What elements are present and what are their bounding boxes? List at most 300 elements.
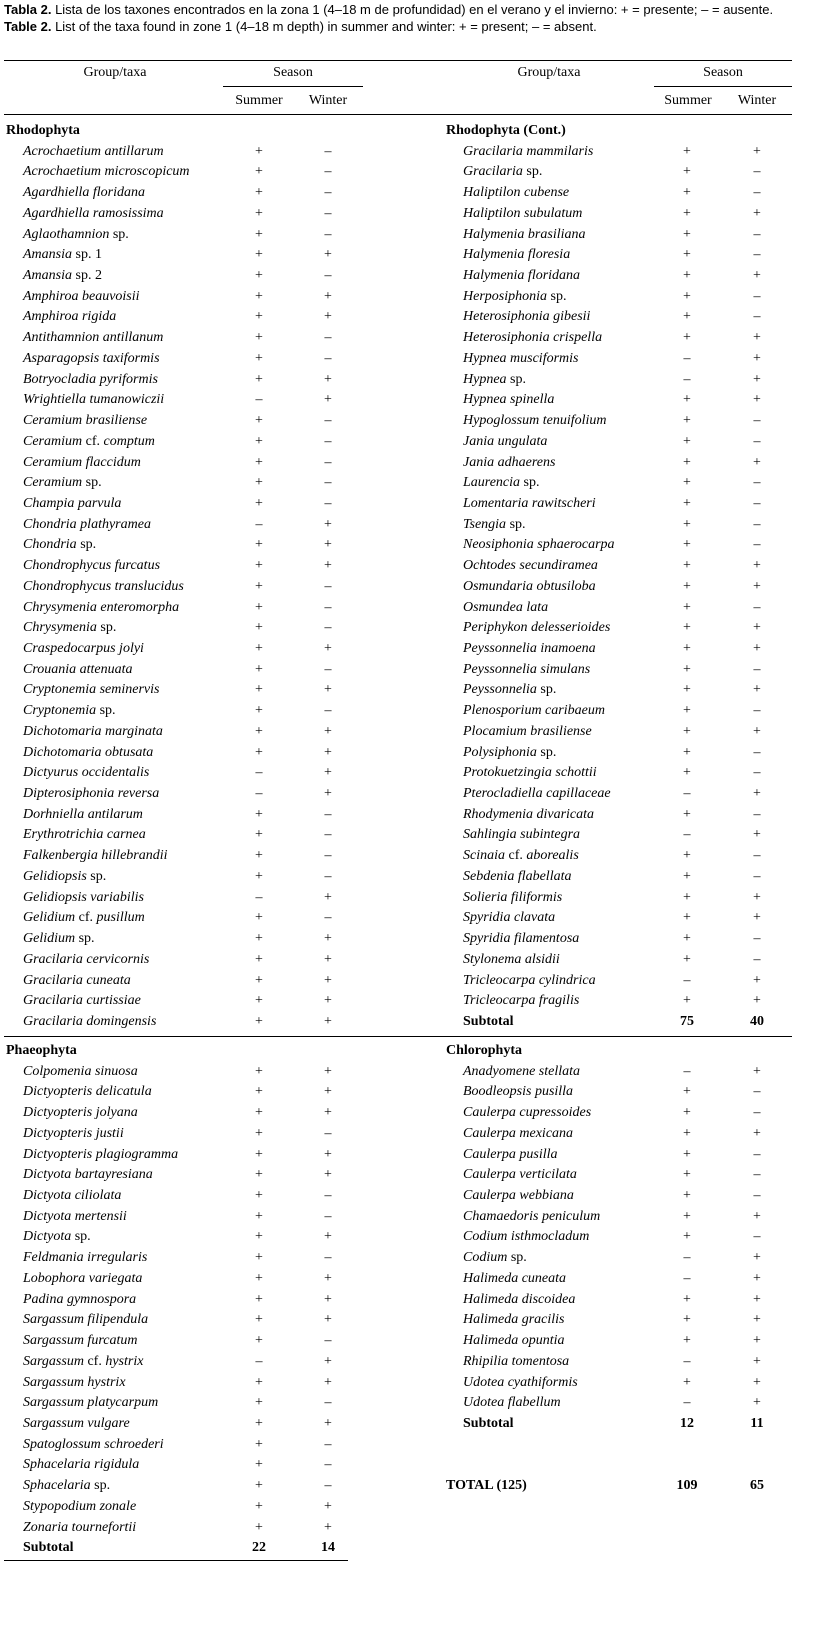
summer-value: +	[255, 288, 263, 304]
taxon-suffix: sp.	[82, 475, 102, 491]
table-row	[0, 1372, 833, 1393]
total-winter-value: 65	[750, 1478, 764, 1493]
taxon-name-text: Cryptonemia seminervis	[23, 682, 160, 698]
taxon-name	[463, 970, 596, 991]
summer-value: +	[255, 682, 263, 698]
table-row	[0, 659, 833, 680]
winter-value: –	[753, 164, 761, 180]
summer-value: +	[683, 620, 691, 636]
winter-value: –	[324, 1208, 332, 1224]
taxon-name	[463, 721, 592, 742]
winter-value: +	[753, 972, 761, 988]
summer-value: +	[683, 164, 691, 180]
summer-value: +	[683, 433, 691, 449]
table-row	[0, 928, 833, 949]
winter-value: +	[324, 1167, 332, 1183]
summer-value: +	[255, 1208, 263, 1224]
winter-value: –	[753, 185, 761, 201]
table-row	[0, 161, 833, 182]
taxon-name	[463, 1185, 574, 1206]
taxon-name-text: Tricleocarpa cylindrica	[463, 972, 596, 988]
taxon-name-text: Stylonema alsidii	[463, 951, 560, 967]
summer-value: +	[255, 330, 263, 346]
taxon-name-text: Scinaia	[463, 848, 505, 864]
caption-english-text: List of the taxa found in zone 1 (4–18 m depth) in summer and winter: + = present; – = absent.	[51, 19, 597, 34]
table-row	[0, 824, 833, 845]
winter-value: +	[324, 392, 332, 408]
table-row	[0, 1164, 833, 1185]
taxon-name-text: Osmundea lata	[463, 599, 549, 615]
summer-value: +	[255, 806, 263, 822]
summer-value: +	[255, 827, 263, 843]
summer-value: +	[683, 1312, 691, 1328]
summer-value: +	[255, 433, 263, 449]
table-row	[0, 949, 833, 970]
winter-value: –	[753, 1229, 761, 1245]
winter-value: +	[324, 682, 332, 698]
taxon-name-text: Dictyota bartayresiana	[23, 1167, 153, 1183]
table-row	[0, 244, 833, 265]
taxon-name	[463, 804, 594, 825]
winter-value: –	[324, 620, 332, 636]
summer-value: +	[683, 1167, 691, 1183]
summer-value: +	[683, 682, 691, 698]
taxon-name	[463, 1206, 600, 1227]
table-row	[0, 1517, 833, 1538]
subtotal-label	[23, 1537, 74, 1558]
summer-value: +	[683, 268, 691, 284]
taxon-name-text: Botryocladia pyriformis	[23, 371, 158, 387]
group-heading	[0, 120, 833, 141]
taxon-name	[463, 1164, 577, 1185]
table-row	[0, 1434, 833, 1455]
winter-value: +	[753, 1333, 761, 1349]
taxon-qualifier: cf.	[75, 910, 97, 926]
winter-value: –	[753, 475, 761, 491]
taxon-suffix: sp.	[96, 620, 117, 636]
taxon-name-text: Dichotomaria marginata	[23, 723, 163, 739]
summer-value: +	[255, 475, 263, 491]
taxon-name-text: Crouania attenuata	[23, 661, 133, 677]
winter-value: –	[753, 495, 761, 511]
taxon-name-text: Sargassum hystrix	[23, 1374, 126, 1390]
taxon-suffix: sp.	[536, 744, 557, 760]
summer-value: –	[255, 786, 263, 802]
taxon-suffix: sp.	[71, 1229, 91, 1245]
subtotal-row	[0, 1413, 833, 1434]
summer-value: –	[255, 516, 263, 532]
table-row	[0, 970, 833, 991]
summer-value: +	[683, 703, 691, 719]
summer-value: +	[255, 1478, 263, 1494]
taxon-name-text: Halimeda gracilis	[463, 1312, 565, 1328]
taxon-qualifier: cf.	[505, 848, 527, 864]
taxon-name-text: Laurencia	[463, 475, 521, 491]
taxon-name-text: Phaeophyta	[6, 1043, 77, 1058]
winter-value: +	[753, 641, 761, 656]
summer-value: +	[683, 330, 691, 346]
summer-value: +	[255, 350, 263, 366]
taxon-name-text: Halymenia floridana	[463, 268, 581, 284]
summer-value: +	[255, 205, 263, 221]
taxon-name	[463, 224, 586, 245]
winter-value: –	[753, 288, 761, 304]
taxon-name-text: Gracilaria cuneata	[23, 972, 131, 988]
summer-value: +	[255, 1167, 263, 1183]
taxon-name-text: Ceramium	[23, 475, 83, 491]
winter-value: –	[324, 1333, 332, 1349]
summer-value: +	[255, 1436, 263, 1452]
taxon-name-text: Colpomenia sinuosa	[23, 1063, 138, 1079]
summer-value: +	[683, 413, 691, 429]
summer-value: +	[255, 1250, 263, 1266]
winter-value: –	[324, 1478, 332, 1494]
summer-value: +	[683, 309, 691, 325]
taxon-suffix: sp.	[507, 1250, 527, 1266]
taxon-name-text: Dipterosiphonia reversa	[23, 786, 160, 802]
taxon-name-text: Protokuetzingia schottii	[463, 765, 597, 781]
winter-value: +	[753, 1291, 761, 1307]
winter-value: +	[324, 309, 332, 325]
summer-value: +	[683, 599, 691, 615]
taxon-name-text: Solieria filiformis	[463, 889, 563, 905]
taxon-name-text: Caulerpa webbiana	[463, 1188, 574, 1204]
taxon-name	[463, 1268, 566, 1289]
summer-value: +	[683, 495, 691, 511]
taxon-name	[23, 1517, 136, 1538]
taxon-qualifier: cf.	[83, 1353, 106, 1369]
summer-value: +	[255, 1270, 263, 1286]
table-row	[0, 1289, 833, 1310]
taxon-name-text: Wrightiella tumanowiczii	[23, 392, 165, 408]
taxon-name	[463, 389, 554, 410]
summer-value: +	[683, 1146, 691, 1162]
table-row	[0, 576, 833, 597]
right-group-taxa-header: Group/taxa	[517, 65, 581, 80]
summer-value: +	[683, 578, 691, 594]
table-row	[0, 389, 833, 410]
winter-value: –	[324, 1125, 332, 1141]
winter-value: –	[324, 1250, 332, 1266]
taxon-name-text: Polysiphonia	[463, 744, 537, 760]
winter-value: +	[753, 578, 761, 594]
taxon-suffix: sp.	[109, 226, 129, 242]
taxon-name-text: Amansia	[23, 247, 72, 263]
taxon-name-text: Udotea cyathiformis	[463, 1374, 578, 1390]
summer-value: +	[683, 1374, 691, 1390]
taxon-name-text: Haliptilon cubense	[463, 185, 570, 201]
taxon-suffix: sp.	[547, 288, 567, 304]
taxon-name-text: Agardhiella floridana	[23, 185, 145, 201]
summer-value: +	[255, 495, 263, 511]
taxon-name-text: Neosiphonia sphaerocarpa	[463, 537, 615, 553]
summer-value: +	[255, 1457, 263, 1473]
summer-value: +	[683, 993, 691, 1009]
caption-spanish-text: Lista de los taxones encontrados en la zona 1 (4–18 m de profundidad) en el verano y el invierno: + = presente; – = ausente.	[51, 2, 774, 17]
taxon-name	[463, 306, 590, 327]
taxon-name-text: Pterocladiella capillaceae	[463, 786, 611, 802]
summer-value: +	[683, 247, 691, 263]
summer-value: +	[255, 185, 263, 201]
winter-value: –	[753, 226, 761, 242]
taxon-suffix: sp. 1	[72, 247, 102, 263]
taxon-name-text: Ochtodes secundiramea	[463, 558, 598, 574]
taxon-name-text: Tsengia	[463, 516, 507, 532]
summer-value: +	[255, 993, 263, 1009]
summer-value: +	[255, 1105, 263, 1121]
taxon-name	[463, 597, 548, 618]
table-row	[0, 203, 833, 224]
taxon-name-text: Caulerpa cupressoides	[463, 1105, 592, 1121]
taxon-name-text: Gracilaria domingensis	[23, 1013, 157, 1029]
taxon-name	[463, 783, 611, 804]
taxon-name	[463, 182, 569, 203]
total-summer-value: 109	[676, 1478, 698, 1493]
winter-value: +	[753, 993, 761, 1009]
table-row	[0, 1123, 833, 1144]
winter-value: –	[753, 537, 761, 553]
summer-value: +	[683, 951, 691, 967]
winter-value: +	[753, 1374, 761, 1390]
winter-value: +	[324, 1105, 332, 1121]
taxon-name-text: Herposiphonia	[463, 288, 547, 304]
summer-value: +	[683, 1208, 691, 1224]
taxon-name-text: Champia parvula	[23, 495, 122, 511]
taxon-name-text: Gelidiopsis variabilis	[23, 889, 144, 905]
winter-value: +	[324, 972, 332, 988]
summer-value: –	[683, 786, 691, 802]
summer-value: +	[255, 1125, 263, 1141]
taxon-name-text: Hypoglossum tenuifolium	[463, 413, 607, 429]
taxon-name-text: Halymenia floresia	[463, 247, 571, 263]
summer-value: +	[683, 806, 691, 822]
summer-value: +	[255, 578, 263, 594]
winter-value: +	[753, 392, 761, 408]
taxon-name-text: Padina gymnospora	[23, 1291, 137, 1307]
taxon-name	[463, 534, 615, 555]
winter-value: +	[324, 1013, 332, 1029]
summer-value: +	[683, 765, 691, 781]
taxon-name-text: Dictyota ciliolata	[23, 1188, 122, 1204]
winter-value: –	[753, 516, 761, 532]
taxon-name-text: Plocamium brasiliense	[463, 723, 592, 739]
summer-value: +	[683, 475, 691, 491]
taxon-name	[463, 1226, 589, 1247]
table-row	[0, 1392, 833, 1413]
summer-value: +	[683, 185, 691, 201]
summer-value: –	[683, 1395, 691, 1411]
table-row	[0, 700, 833, 721]
taxon-name	[463, 203, 582, 224]
summer-value: +	[255, 1291, 263, 1307]
winter-value: +	[324, 1063, 332, 1079]
summer-value: +	[255, 661, 263, 677]
winter-value: +	[324, 786, 332, 802]
table-row	[0, 410, 833, 431]
taxon-name-text: Chondrophycus furcatus	[23, 558, 161, 574]
winter-value: +	[753, 1250, 761, 1266]
winter-value: –	[753, 433, 761, 449]
summer-value: +	[255, 454, 263, 470]
winter-value: –	[324, 143, 332, 159]
winter-value: –	[324, 806, 332, 822]
winter-value: +	[324, 1229, 332, 1245]
total-label: TOTAL (125)	[446, 1478, 527, 1493]
summer-value: –	[255, 889, 263, 905]
taxon-name-text: Rhodophyta (Cont.)	[446, 123, 566, 138]
taxon-name-text: Peyssonnelia inamoena	[463, 641, 596, 656]
winter-value: –	[324, 495, 332, 511]
winter-value: +	[753, 827, 761, 843]
winter-value: +	[324, 889, 332, 905]
taxon-name	[463, 431, 547, 452]
taxon-suffix: sp.	[536, 682, 557, 698]
summer-value: +	[255, 972, 263, 988]
summer-value: +	[683, 868, 691, 884]
summer-value: 75	[680, 1013, 694, 1029]
taxon-name-text: Halimeda cuneata	[463, 1270, 567, 1286]
winter-value: +	[324, 641, 332, 656]
summer-value: +	[683, 848, 691, 864]
taxon-name-text: Spyridia filamentosa	[463, 931, 580, 947]
summer-value: +	[683, 516, 691, 532]
winter-value: +	[324, 951, 332, 967]
taxon-name-text: Sargassum furcatum	[23, 1333, 138, 1349]
taxon-name-text: Antithamnion antillanum	[23, 330, 164, 346]
taxon-name-text: Chlorophyta	[446, 1043, 522, 1058]
summer-value: +	[255, 1312, 263, 1328]
summer-value: +	[683, 641, 691, 656]
table-row	[0, 369, 833, 390]
taxon-suffix: sp.	[520, 475, 540, 491]
winter-value: +	[324, 288, 332, 304]
winter-value: +	[753, 1125, 761, 1141]
winter-value: –	[753, 1167, 761, 1183]
taxon-suffix: sp.	[90, 1478, 111, 1494]
summer-value: +	[255, 1415, 263, 1431]
taxon-name	[463, 161, 542, 182]
table-row	[0, 1330, 833, 1351]
summer-value: +	[683, 537, 691, 553]
table-row	[0, 1268, 833, 1289]
summer-value: +	[683, 1084, 691, 1100]
left-winter-header: Winter	[308, 93, 348, 108]
summer-value: +	[255, 599, 263, 615]
winter-value: +	[324, 1270, 332, 1286]
table-row	[0, 534, 833, 555]
winter-value: +	[324, 993, 332, 1009]
subtotal-label	[463, 1011, 514, 1032]
taxon-name	[463, 824, 580, 845]
winter-value: 14	[321, 1540, 335, 1556]
taxon-name	[463, 928, 579, 949]
taxon-name-text: Halymenia brasiliana	[463, 226, 586, 242]
summer-value: +	[255, 1063, 263, 1079]
winter-value: +	[753, 682, 761, 698]
taxon-name	[463, 410, 607, 431]
winter-value: –	[753, 848, 761, 864]
taxon-name-text: Sphacelaria rigidula	[23, 1457, 140, 1473]
summer-value: +	[255, 744, 263, 760]
taxon-suffix: sp.	[506, 516, 526, 532]
summer-value: +	[255, 1519, 263, 1535]
taxon-name-text: Hypnea	[463, 371, 507, 387]
winter-value: +	[753, 1063, 761, 1079]
taxon-name	[463, 1289, 575, 1310]
winter-value: +	[324, 247, 332, 263]
table-row	[0, 907, 833, 928]
winter-value: –	[753, 247, 761, 263]
winter-value: +	[324, 1353, 332, 1369]
summer-value: +	[255, 268, 263, 284]
group-heading	[0, 1040, 833, 1061]
taxon-name-text: Sargassum platycarpum	[23, 1395, 159, 1411]
taxon-name-text: Sargassum	[23, 1353, 84, 1369]
taxon-name	[463, 265, 580, 286]
winter-value: +	[753, 1208, 761, 1224]
summer-value: –	[683, 1353, 691, 1369]
winter-value: +	[753, 143, 761, 159]
taxon-name-text: Feldmania irregularis	[23, 1250, 148, 1266]
winter-value: +	[324, 1415, 332, 1431]
taxon-name	[463, 141, 593, 162]
taxon-name	[463, 1372, 578, 1393]
winter-value: +	[324, 1146, 332, 1162]
winter-value: –	[324, 413, 332, 429]
table-row	[0, 804, 833, 825]
table-row	[0, 514, 833, 535]
table-row	[0, 887, 833, 908]
winter-value: –	[324, 1457, 332, 1473]
taxon-suffix: sp.	[96, 703, 116, 719]
taxon-qualifier: cf.	[82, 433, 104, 449]
winter-value: –	[753, 765, 761, 781]
taxon-name-text: Amphiroa beauvoisii	[23, 288, 140, 304]
left-summer-header: Summer	[235, 93, 283, 108]
right-winter-header: Winter	[737, 93, 777, 108]
summer-value: +	[683, 143, 691, 159]
taxon-name-text: Heterosiphonia crispella	[463, 330, 603, 346]
winter-value: +	[753, 205, 761, 221]
table-row	[0, 721, 833, 742]
table-row	[0, 597, 833, 618]
taxon-name-text: Jania adhaerens	[463, 454, 556, 470]
summer-value: +	[255, 723, 263, 739]
taxon-name	[463, 1081, 573, 1102]
taxon-name-text: Gelidiopsis	[23, 868, 87, 884]
winter-value: –	[753, 931, 761, 947]
summer-value: +	[683, 889, 691, 905]
winter-value: –	[324, 599, 332, 615]
taxon-name-text: Codium isthmocladum	[463, 1229, 590, 1245]
winter-value: +	[753, 1353, 761, 1369]
winter-value: –	[753, 661, 761, 677]
taxon-name	[463, 493, 596, 514]
taxon-name-text: Haliptilon subulatum	[463, 205, 583, 221]
winter-value: –	[324, 868, 332, 884]
taxon-name-text: Gelidium	[23, 931, 76, 947]
winter-value: –	[753, 413, 761, 429]
taxon-name-text: Cryptonemia	[23, 703, 97, 719]
taxon-name	[463, 1392, 561, 1413]
winter-value: –	[753, 1105, 761, 1121]
taxon-name-text: Chrysymenia	[23, 620, 97, 636]
summer-value: +	[255, 1333, 263, 1349]
table-row	[0, 1496, 833, 1517]
taxon-name-text: Dictyopteris justii	[23, 1125, 124, 1141]
winter-value: –	[753, 703, 761, 719]
table-row	[0, 762, 833, 783]
